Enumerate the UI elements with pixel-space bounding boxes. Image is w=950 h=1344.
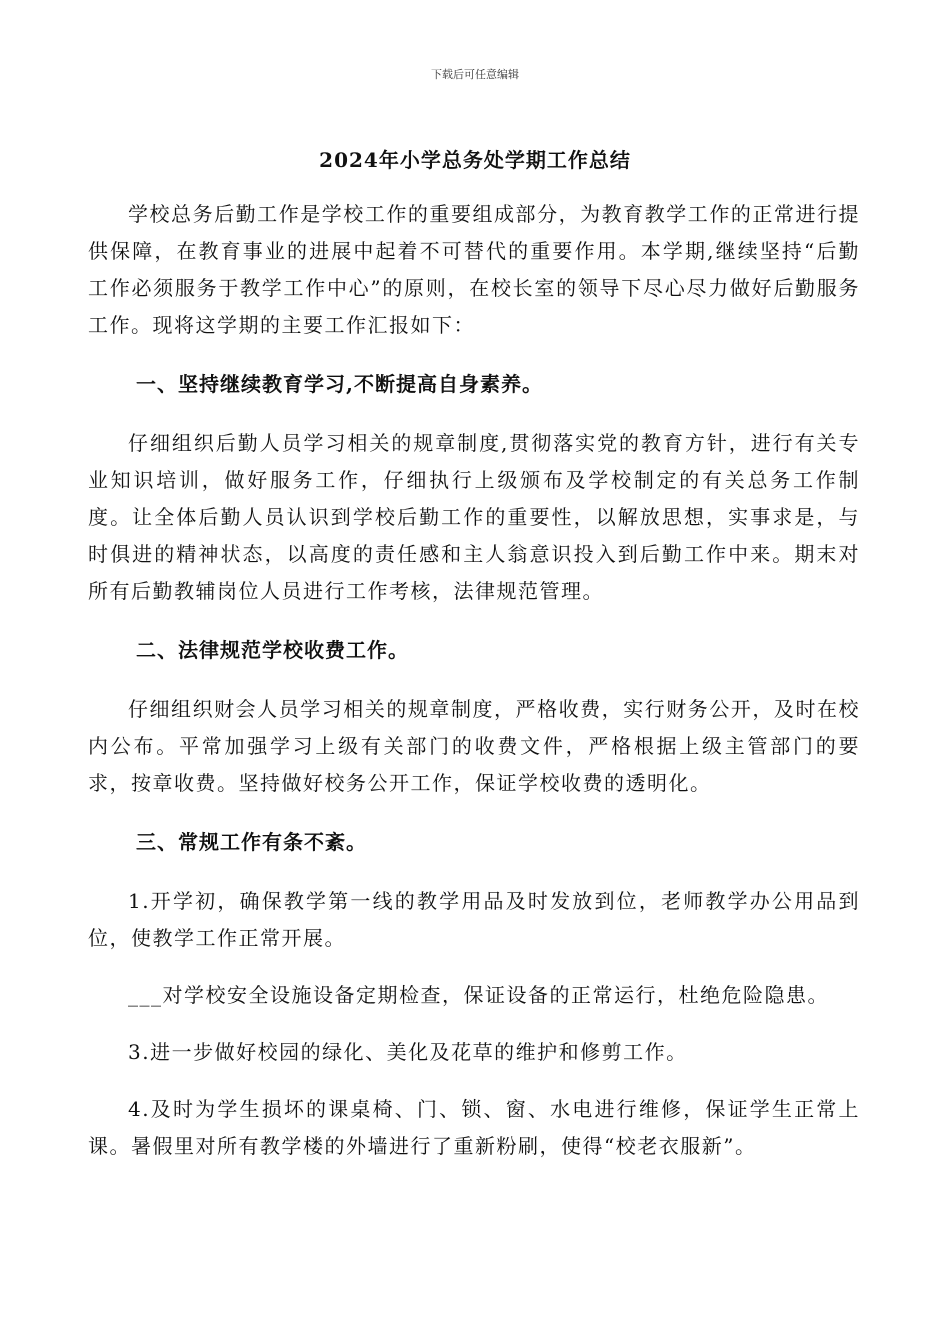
section-1-paragraph: 仔细组织后勤人员学习相关的规章制度,贯彻落实党的教育方针，进行有关专业知识培训，做好服务工作，仔细执行上级颁布及学校制定的有关总务工作制度。让全体后勤人员认识到学校后勤工作的重要性，以解放思想，实事求是，与时俱进的精神状态，以高度的责任感和主人翁意识投入到后勤工作中来。期末对所有后勤教辅岗位人员进行工作考核，法律规范管理。 <box>88 431 860 603</box>
section-3-item-1: 1.开学初，确保教学第一线的教学用品及时发放到位，老师教学办公用品到位，使教学工作正常开展。 <box>88 889 860 950</box>
section-3-item-4: 4.及时为学生损坏的课桌椅、门、锁、窗、水电进行维修，保证学生正常上课。暑假里对所有教学楼的外墙进行了重新粉刷，使得“校老衣服新”。 <box>88 1097 860 1158</box>
section-1-heading: 一、坚持继续教育学习,不断提高自身素养。 <box>136 372 543 396</box>
intro-paragraph: 学校总务后勤工作是学校工作的重要组成部分，为教育教学工作的正常进行提供保障，在教育事业的进展中起着不可替代的重要作用。本学期,继续坚持“后勤工作必须服务于教学工作中心”的原则，在校长室的领导下尽心尽力做好后勤服务工作。现将这学期的主要工作汇报如下： <box>88 202 860 337</box>
document-body <box>88 196 860 1165</box>
section-3-item-3: 3.进一步做好校园的绿化、美化及花草的维护和修剪工作。 <box>128 1040 688 1064</box>
section-3-item-2: ___对学校安全设施设备定期检查，保证设备的正常运行，杜绝危险隐患。 <box>128 983 829 1007</box>
document-title: 2024年小学总务处学期工作总结 <box>319 148 631 172</box>
header-note: 下载后可任意编辑 <box>431 68 519 81</box>
section-2-paragraph: 仔细组织财会人员学习相关的规章制度，严格收费，实行财务公开，及时在校内公布。平常加强学习上级有关部门的收费文件，严格根据上级主管部门的要求，按章收费。坚持做好校务公开工作，保证学校收费的透明化。 <box>88 697 860 795</box>
section-2-heading: 二、法律规范学校收费工作。 <box>136 638 409 662</box>
section-3-heading: 三、常规工作有条不紊。 <box>136 830 367 854</box>
